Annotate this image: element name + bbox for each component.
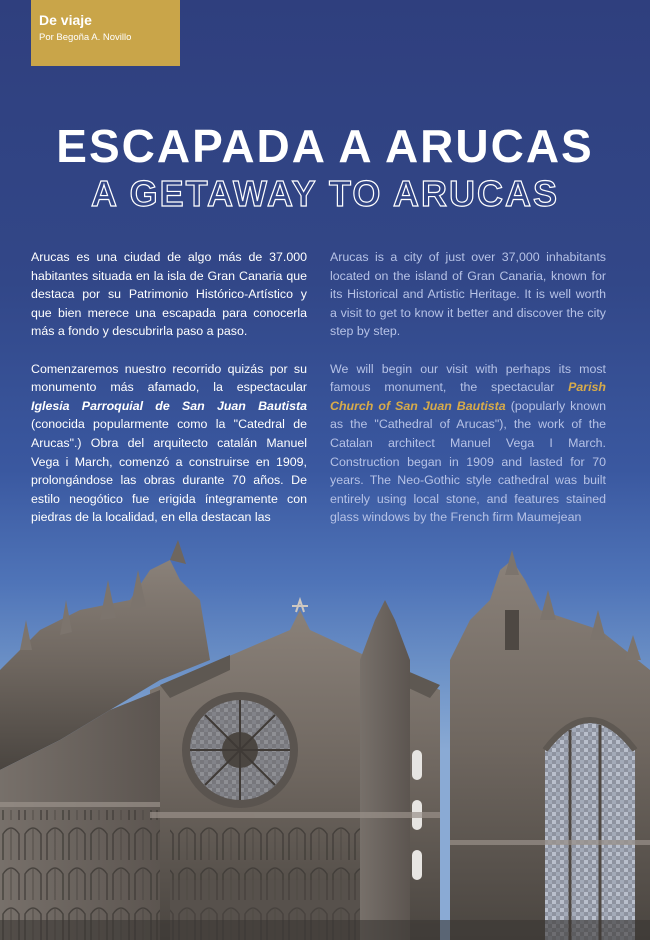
spanish-column bbox=[31, 248, 307, 546]
title-spanish: ESCAPADA A ARUCAS bbox=[56, 120, 594, 172]
title-english: A GETAWAY TO ARUCAS bbox=[90, 173, 560, 214]
english-column bbox=[330, 248, 606, 546]
english-church-name: Parish Church of San Juan Bautista bbox=[330, 380, 606, 413]
spanish-p2-text-b: (conocida popularmente como la "Catedral de Arucas".) Obra del arquitecto catalán Manuel Vega i March, comenzó a construirse en 1909, prolongándose las obras durante 70 años. De estilo neogótico fue erigida íntegramente con piedras de la localidad, en ella destacan las bbox=[31, 417, 307, 525]
section-tag bbox=[31, 0, 180, 66]
author-byline: Por Begoña A. Novillo bbox=[39, 32, 132, 43]
spanish-paragraph-2 bbox=[31, 360, 307, 527]
section-label: De viaje bbox=[39, 12, 92, 28]
english-paragraph-1: Arucas is a city of just over 37,000 inhabitants located on the island of Gran Canaria, known for its Historical and Artistic Heritage. It is well worth a visit to get to know it better and discover the city step by step. bbox=[330, 250, 606, 339]
center-spire bbox=[360, 600, 410, 940]
english-p2-text-a: We will begin our visit with perhaps its most famous monument, the spectacular bbox=[330, 361, 606, 395]
cathedral-photo bbox=[0, 540, 650, 940]
spanish-paragraph-1: Arucas es una ciudad de algo más de 37.000 habitantes situada en la isla de Gran Canaria que destaca por su Patrimonio Histórico-Artístico y que bien merece una escapada para conocerla más a fondo y descubrirla paso a paso. bbox=[31, 250, 307, 339]
stained-glass-window bbox=[545, 720, 635, 940]
english-paragraph-2 bbox=[330, 360, 606, 527]
spanish-p2-text-a: Comenzaremos nuestro recorrido quizás por su monumento más afamado, la espectacular bbox=[31, 361, 307, 395]
spanish-church-name: Iglesia Parroquial de San Juan Bautista bbox=[31, 398, 307, 413]
english-p2-text-b: (popularly known as the "Cathedral of Arucas"), the work of the Catalan architect Manuel Vega I March. Construction began in 1909 and lasted for 70 years. The Neo-Gothic style cathedral was built entirely using local stone, and features stained glass windows by the French firm Maumejean bbox=[330, 398, 606, 525]
